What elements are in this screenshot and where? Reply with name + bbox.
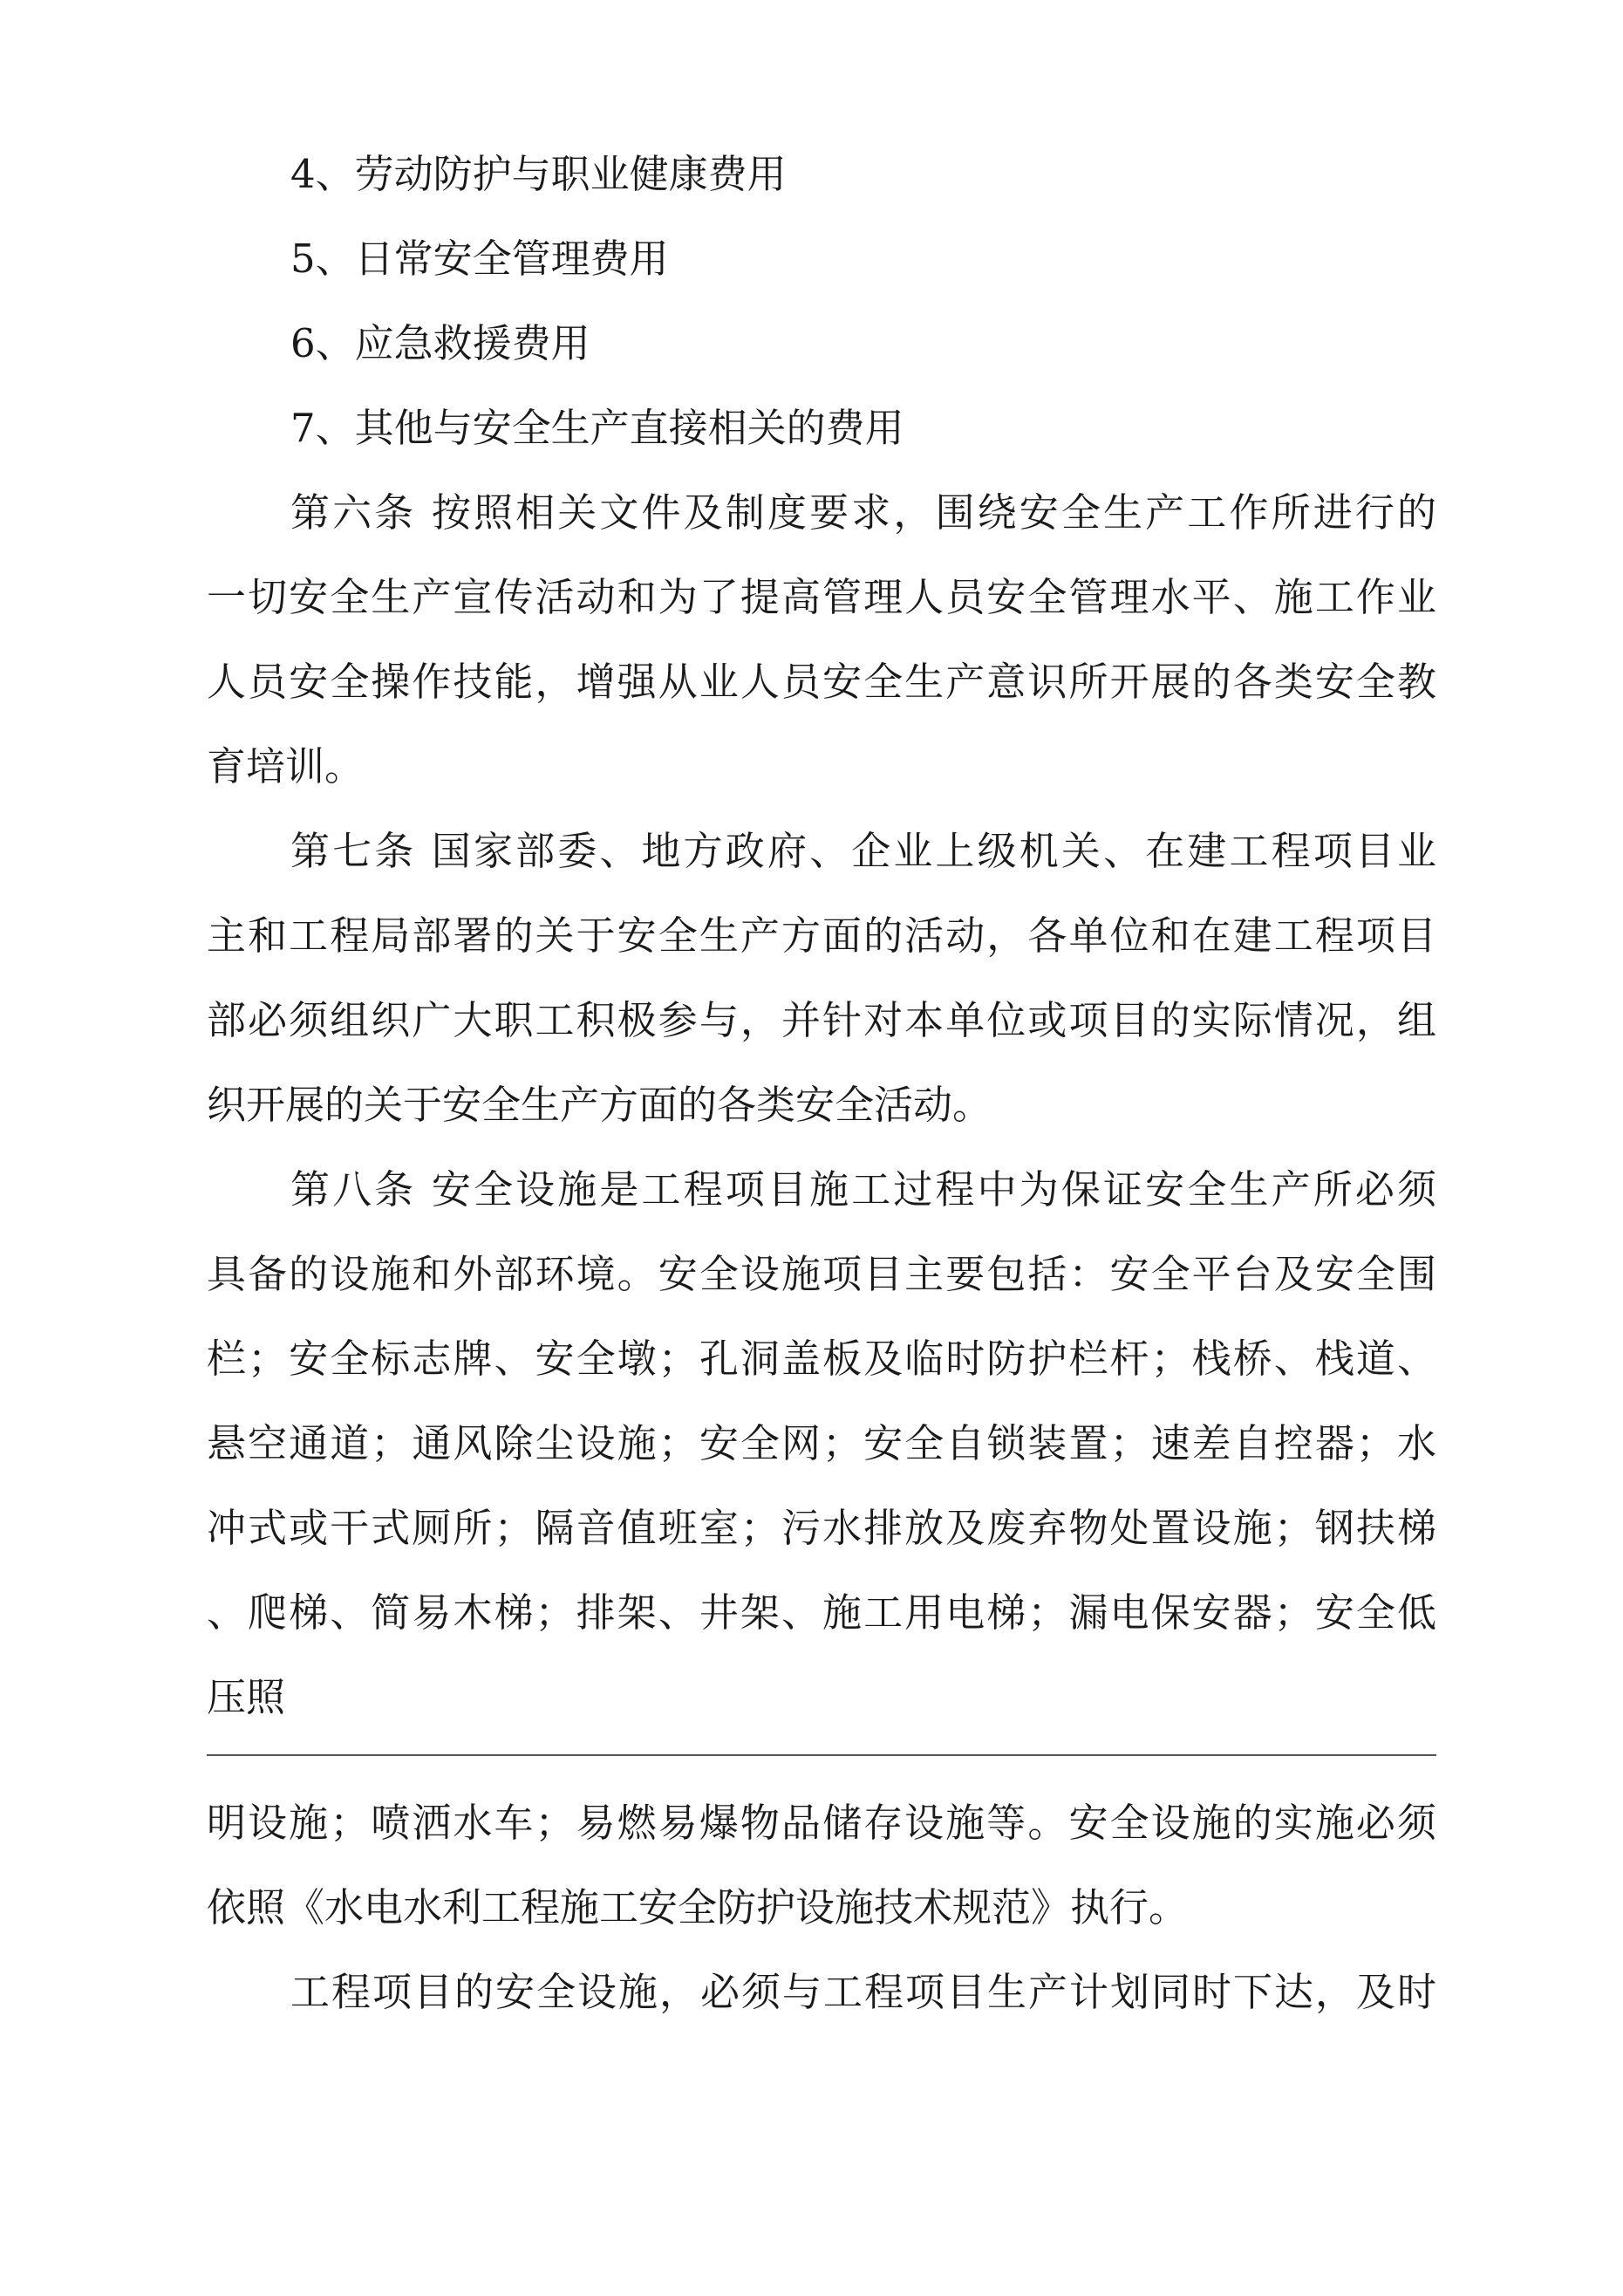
article8-line-3: 栏；安全标志牌、安全墩；孔洞盖板及临时防护栏杆；栈桥、栈道、 [207, 1336, 1436, 1382]
list-item-4: 4、劳动防护与职业健康费用 [290, 151, 787, 197]
article7-line-4: 织开展的关于安全生产方面的各类安全活动。 [207, 1082, 992, 1128]
article8-line-4: 悬空通道；通风除尘设施；安全网；安全自锁装置；速差自控器；水 [207, 1420, 1436, 1466]
article8-line-5: 冲式或干式厕所；隔音值班室；污水排放及废弃物处置设施；钢扶梯 [207, 1505, 1436, 1551]
article6-line-3: 人员安全操作技能，增强从业人员安全生产意识所开展的各类安全教 [207, 659, 1436, 705]
article8-line-7: 压照 [207, 1674, 286, 1720]
list-item-7: 7、其他与安全生产直接相关的费用 [290, 405, 904, 451]
list-item-6: 6、应急救援费用 [290, 320, 590, 366]
article7-line-3: 部必须组织广大职工积极参与，并针对本单位或项目的实际情况，组 [207, 997, 1436, 1043]
article7-line-1: 第七条 国家部委、地方政府、企业上级机关、在建工程项目业 [290, 828, 1436, 874]
article8-line-6: 、爬梯、简易木梯；排架、井架、施工用电梯；漏电保安器；安全低 [207, 1589, 1436, 1636]
section-divider [207, 1754, 1436, 1756]
article7-line-2: 主和工程局部署的关于安全生产方面的活动，各单位和在建工程项目 [207, 912, 1436, 959]
article8-line-1: 第八条 安全设施是工程项目施工过程中为保证安全生产所必须 [290, 1166, 1436, 1213]
continuation-line-2: 依照《水电水利工程施工安全防护设施技术规范》执行。 [207, 1884, 1189, 1930]
article6-line-1: 第六条 按照相关文件及制度要求，围绕安全生产工作所进行的 [290, 489, 1436, 536]
article6-line-4: 育培训。 [207, 743, 365, 789]
next-paragraph-line-1: 工程项目的安全设施，必须与工程项目生产计划同时下达，及时 [290, 1969, 1436, 2015]
article6-line-2: 一切安全生产宣传活动和为了提高管理人员安全管理水平、施工作业 [207, 574, 1436, 620]
continuation-line-1: 明设施；喷洒水车；易燃易爆物品储存设施等。安全设施的实施必须 [207, 1800, 1436, 1846]
article8-line-2: 具备的设施和外部环境。安全设施项目主要包括：安全平台及安全围 [207, 1251, 1436, 1297]
list-item-5: 5、日常安全管理费用 [290, 236, 669, 282]
